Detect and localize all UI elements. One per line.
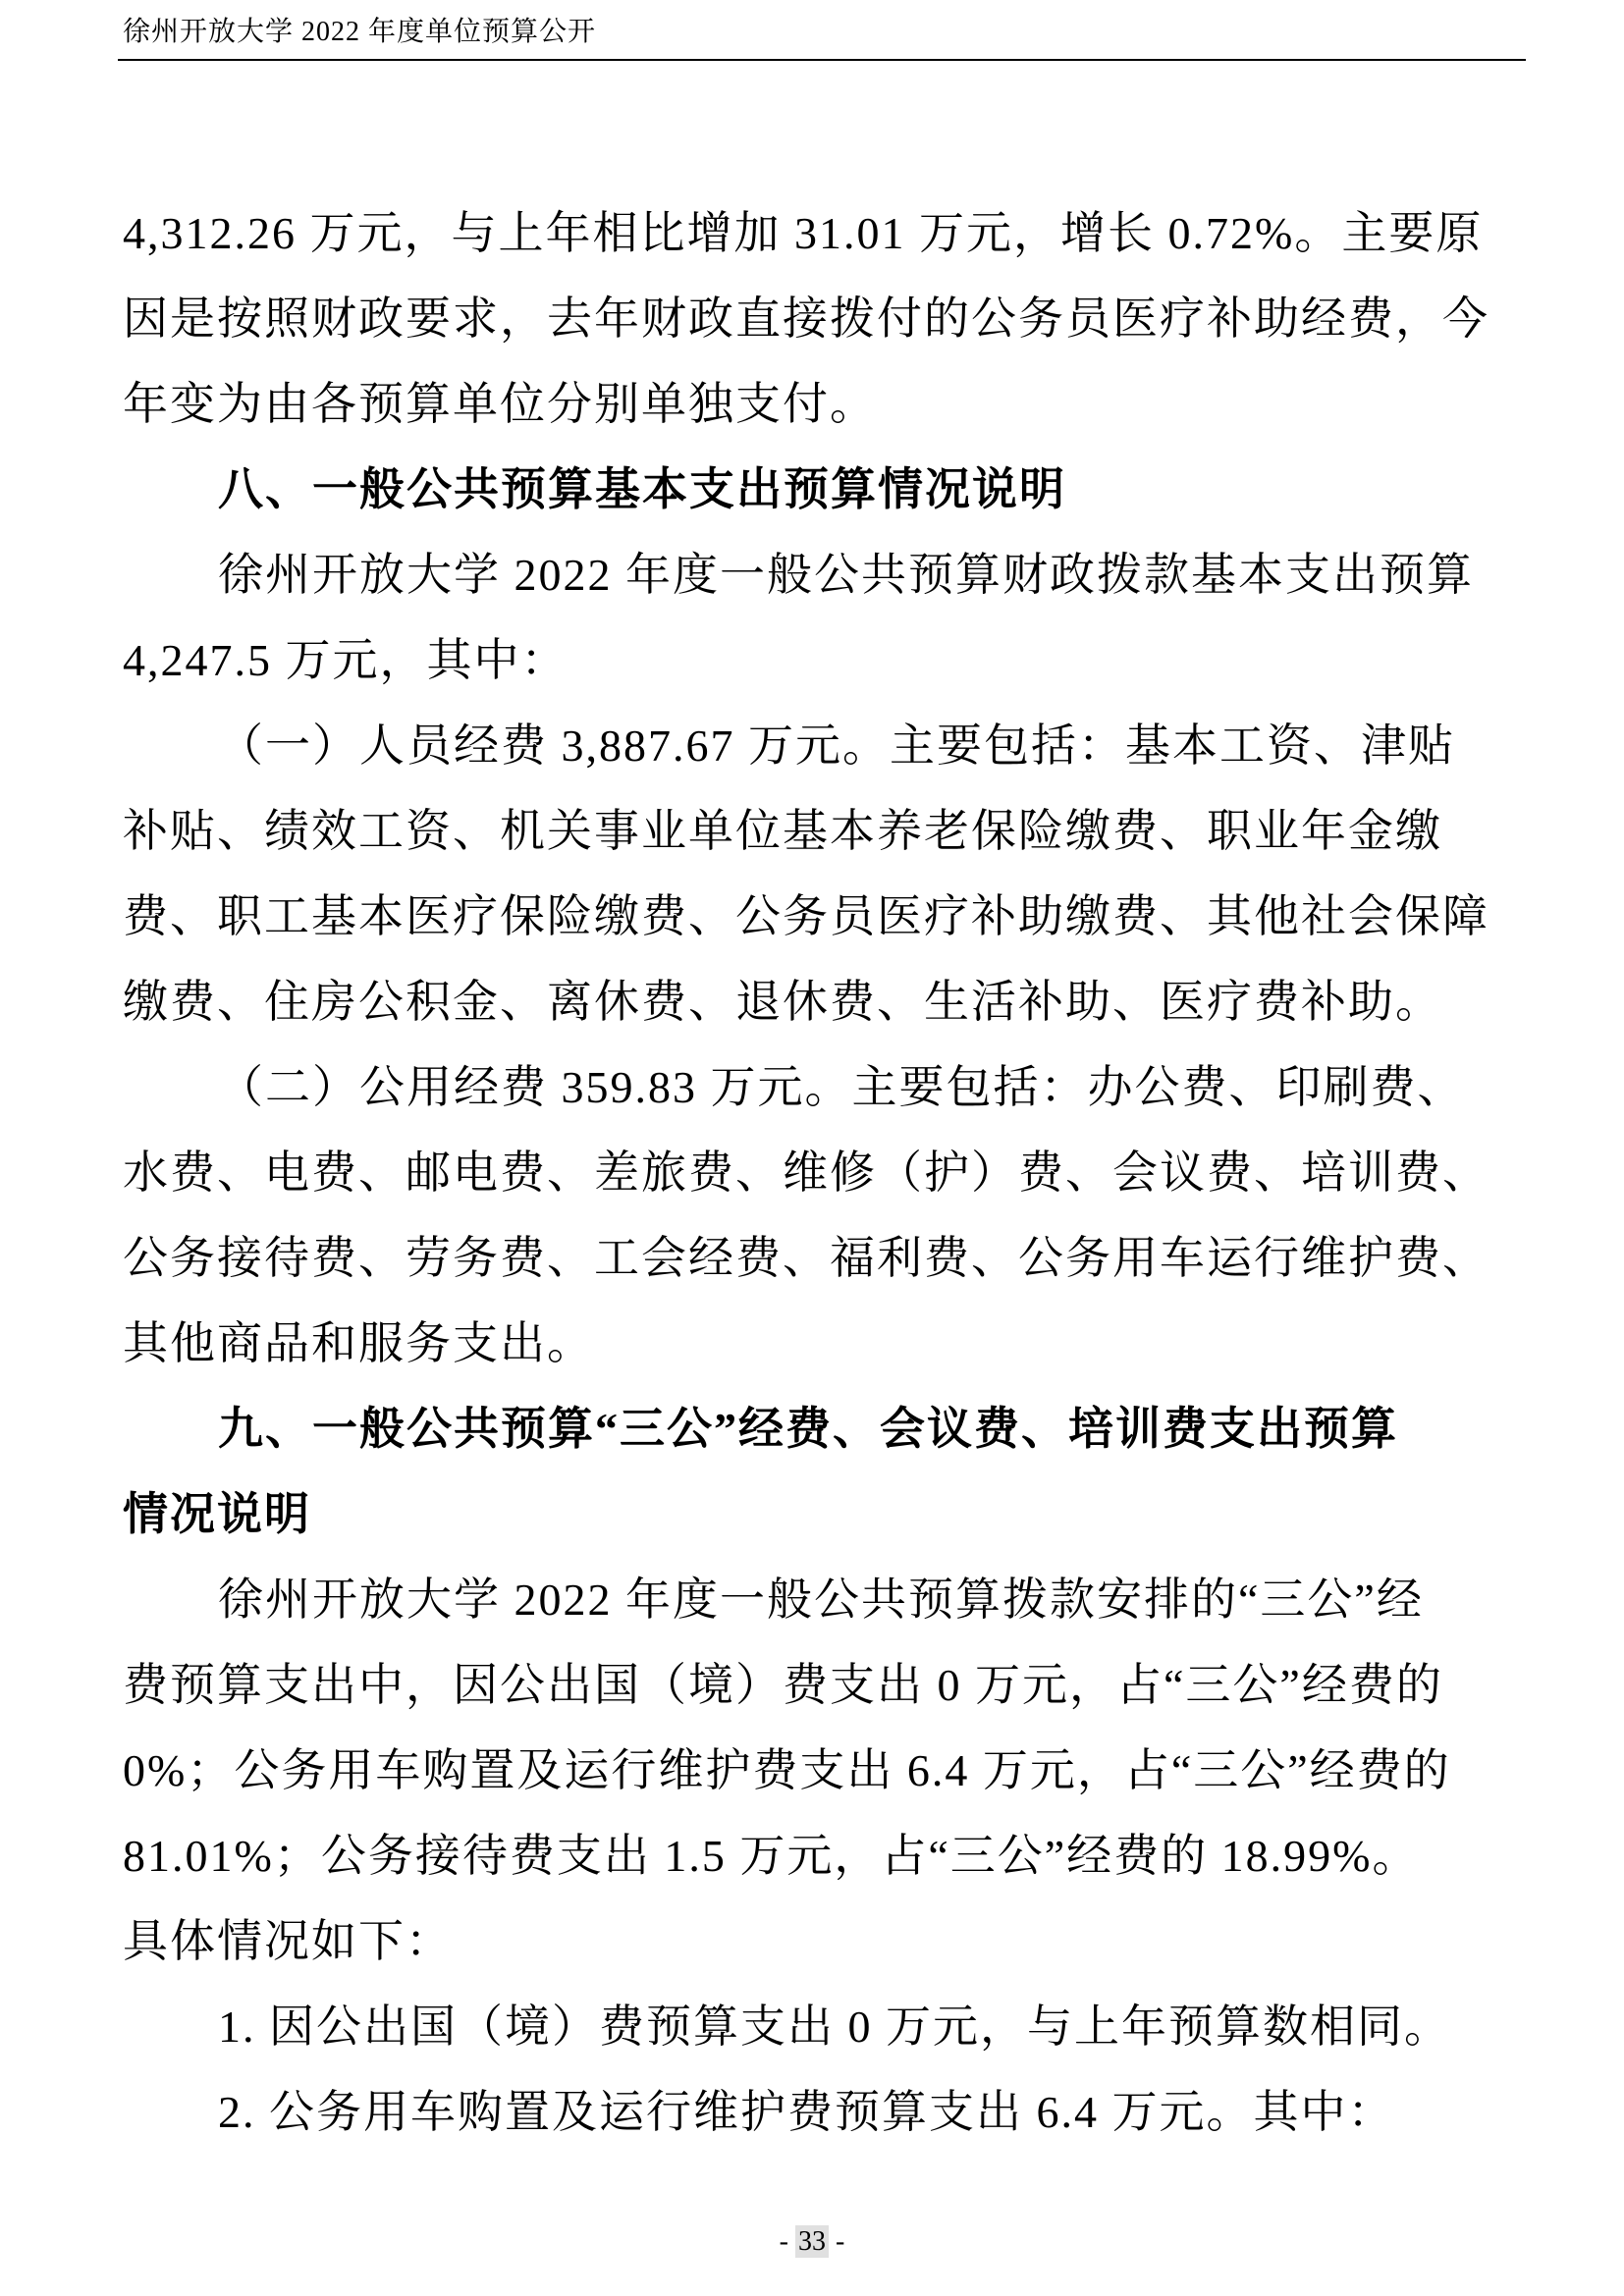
text-line: 4,312.26 万元，与上年相比增加 31.01 万元，增长 0.72%。主要原	[123, 208, 1484, 258]
text-line: 81.01%；公务接待费支出 1.5 万元，占“三公”经费的 18.99%。	[123, 1831, 1420, 1881]
text-line: 徐州开放大学 2022 年度一般公共预算财政拨款基本支出预算	[218, 550, 1474, 600]
text-line: 2. 公务用车购置及运行维护费预算支出 6.4 万元。其中：	[218, 2087, 1395, 2137]
text-line: 九、一般公共预算“三公”经费、会议费、培训费支出预算	[218, 1404, 1398, 1454]
text-line: 费预算支出中，因公出国（境）费支出 0 万元，占“三公”经费的	[123, 1660, 1443, 1710]
text-line: 徐州开放大学 2022 年度一般公共预算拨款安排的“三公”经	[218, 1575, 1424, 1625]
text-line: 公务接待费、劳务费、工会经费、福利费、公务用车运行维护费、	[123, 1233, 1489, 1283]
text-line: 4,247.5 万元，其中：	[123, 635, 568, 685]
text-line: 因是按照财政要求，去年财政直接拨付的公务员医疗补助经费，今	[123, 294, 1489, 344]
text-line: 补贴、绩效工资、机关事业单位基本养老保险缴费、职业年金缴	[123, 806, 1442, 856]
text-line: 八、一般公共预算基本支出预算情况说明	[218, 464, 1066, 514]
page-number-suffix: -	[829, 2226, 845, 2257]
text-line: 费、职工基本医疗保险缴费、公务员医疗补助缴费、其他社会保障	[123, 891, 1489, 941]
text-line: 其他商品和服务支出。	[123, 1318, 594, 1368]
header-title: 徐州开放大学 2022 年度单位预算公开	[123, 17, 597, 47]
text-line: 水费、电费、邮电费、差旅费、维修（护）费、会议费、培训费、	[123, 1148, 1489, 1198]
text-line: 具体情况如下：	[123, 1916, 453, 1966]
text-line: 0%；公务用车购置及运行维护费支出 6.4 万元，占“三公”经费的	[123, 1745, 1451, 1795]
text-line: （一）人员经费 3,887.67 万元。主要包括：基本工资、津贴	[218, 721, 1455, 771]
text-line: 年变为由各预算单位分别单独支付。	[123, 379, 877, 429]
document-body	[123, 190, 1507, 2155]
page-number: 33	[795, 2225, 829, 2258]
text-line: 1. 因公出国（境）费预算支出 0 万元，与上年预算数相同。	[218, 2002, 1451, 2052]
page-header	[118, 0, 1526, 61]
page-footer	[0, 2225, 1624, 2259]
text-line: （二）公用经费 359.83 万元。主要包括：办公费、印刷费、	[218, 1062, 1465, 1112]
page-number-prefix: -	[779, 2226, 795, 2257]
text-line: 缴费、住房公积金、离休费、退休费、生活补助、医疗费补助。	[123, 977, 1442, 1027]
text-line: 情况说明	[123, 1489, 311, 1539]
